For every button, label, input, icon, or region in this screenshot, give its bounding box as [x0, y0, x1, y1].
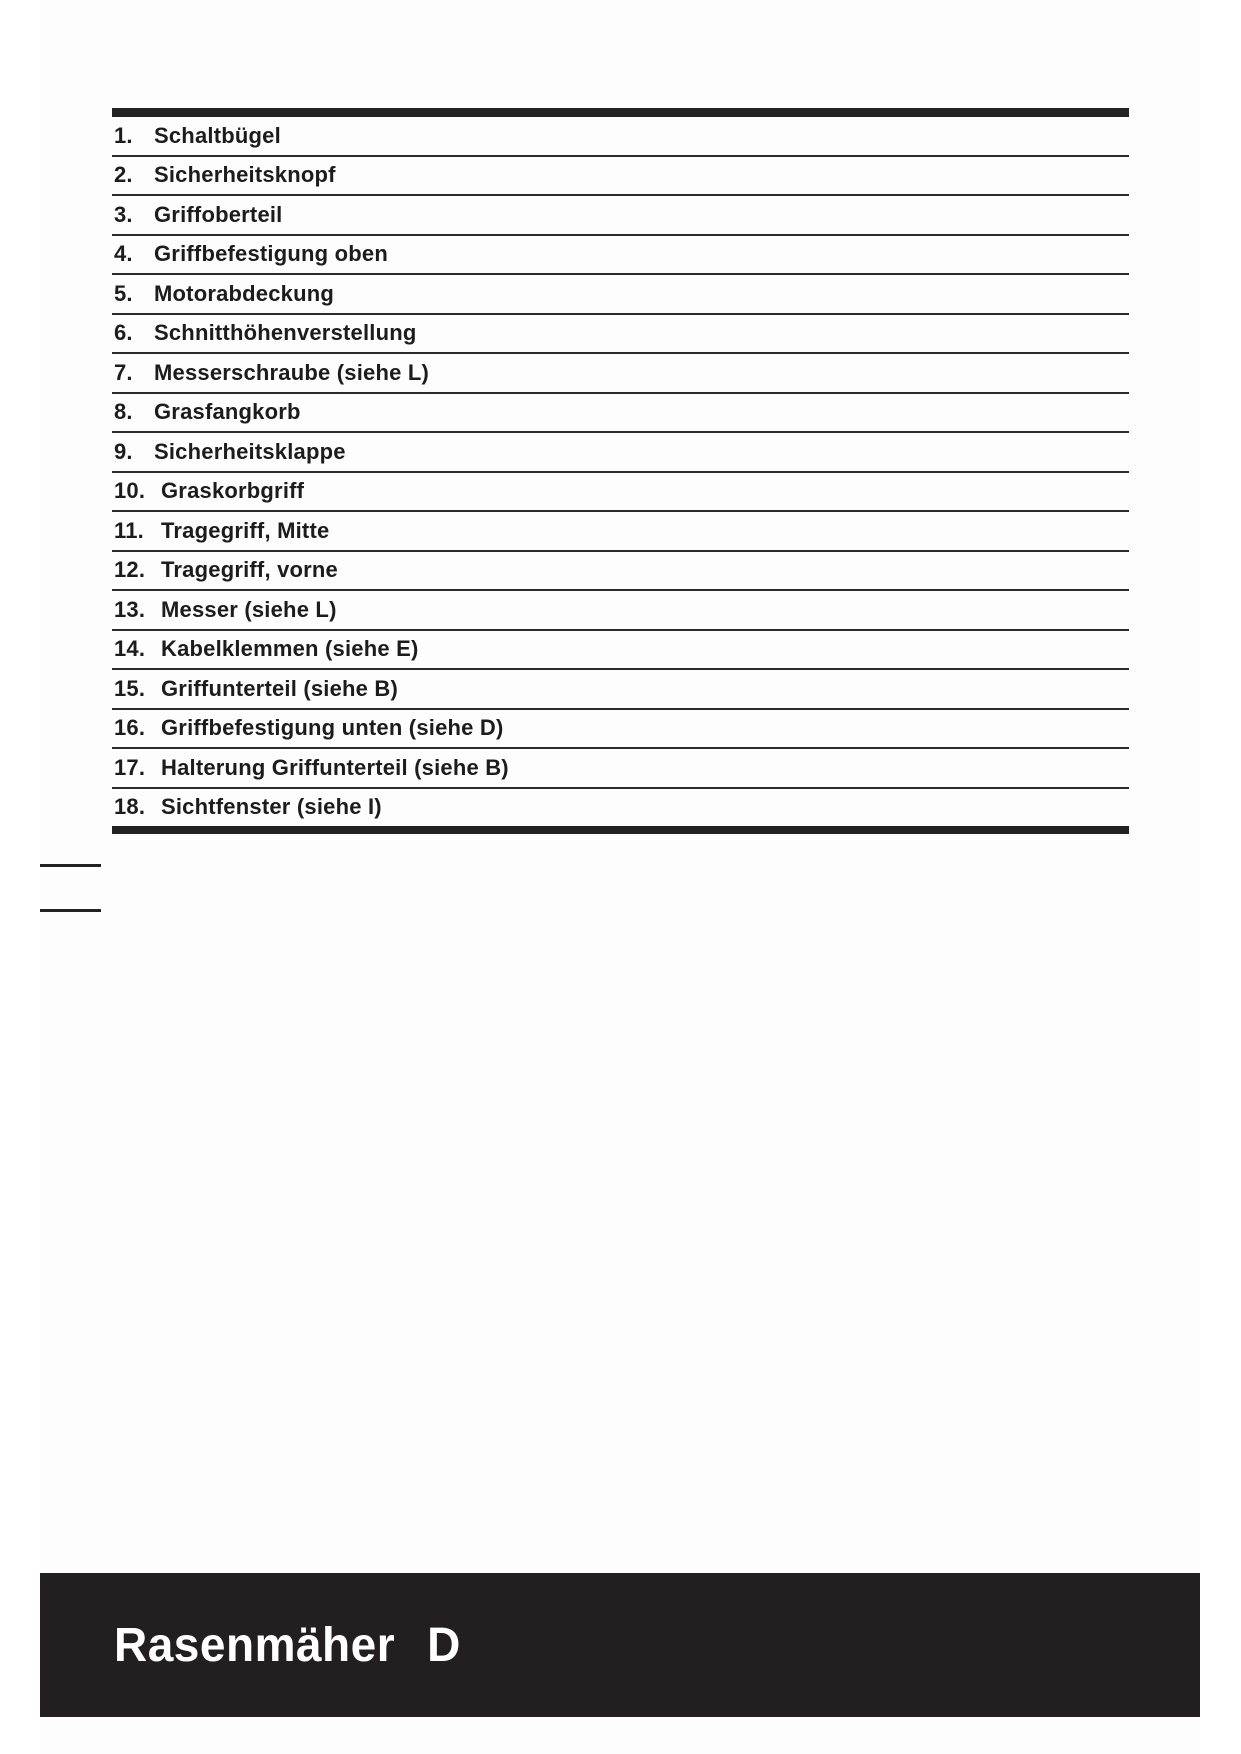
item-label: Griffoberteil	[154, 201, 283, 227]
parts-list-item-6	[112, 315, 1129, 355]
item-number: 18.	[114, 794, 146, 820]
parts-list-item-7	[112, 354, 1129, 394]
item-number: 2.	[114, 162, 133, 188]
item-label: Grasfangkorb	[154, 399, 301, 425]
item-number: 6.	[114, 320, 133, 346]
item-label: Sicherheitsklappe	[154, 438, 346, 464]
item-number: 9.	[114, 438, 133, 464]
item-label: Graskorbgriff	[161, 478, 305, 504]
parts-list-item-15	[112, 670, 1129, 710]
parts-list-item-10	[112, 473, 1129, 513]
parts-list-item-4	[112, 236, 1129, 276]
product-name: Rasenmäher	[114, 1616, 396, 1672]
parts-list-item-14	[112, 631, 1129, 671]
item-number: 13.	[114, 596, 146, 622]
item-number: 4.	[114, 241, 133, 267]
item-number: 17.	[114, 754, 146, 780]
parts-list-item-1	[112, 117, 1129, 157]
item-label: Motorabdeckung	[154, 280, 335, 306]
parts-list-item-3	[112, 196, 1129, 236]
item-number: 12.	[114, 557, 146, 583]
parts-list-item-16	[112, 710, 1129, 750]
item-label: Schaltbügel	[154, 122, 281, 148]
item-label: Sichtfenster (siehe I)	[161, 794, 382, 820]
item-number: 7.	[114, 359, 133, 385]
language-code: D	[427, 1616, 461, 1672]
item-label: Griffunterteil (siehe B)	[161, 675, 399, 701]
parts-list-item-12	[112, 552, 1129, 592]
footer-title	[114, 1616, 461, 1673]
item-label: Kabelklemmen (siehe E)	[161, 636, 419, 662]
parts-list-item-11	[112, 512, 1129, 552]
item-number: 15.	[114, 675, 146, 701]
parts-list-item-5	[112, 275, 1129, 315]
item-number: 5.	[114, 280, 133, 306]
item-label: Griffbefestigung unten (siehe D)	[161, 715, 504, 741]
item-label: Sicherheitsknopf	[154, 162, 336, 188]
item-label: Tragegriff, vorne	[161, 557, 338, 583]
fold-mark-lower	[40, 909, 101, 912]
item-number: 10.	[114, 478, 146, 504]
item-label: Tragegriff, Mitte	[161, 517, 330, 543]
item-number: 11.	[114, 517, 144, 543]
item-number: 8.	[114, 399, 133, 425]
parts-list-item-2	[112, 157, 1129, 197]
parts-list-item-13	[112, 591, 1129, 631]
item-number: 16.	[114, 715, 146, 741]
parts-list	[112, 108, 1129, 834]
item-label: Griffbefestigung oben	[154, 241, 388, 267]
fold-mark-upper	[40, 864, 101, 867]
parts-list-item-8	[112, 394, 1129, 434]
item-number: 1.	[114, 122, 133, 148]
item-label: Schnitthöhenverstellung	[154, 320, 417, 346]
item-label: Messerschraube (siehe L)	[154, 359, 430, 385]
item-label: Messer (siehe L)	[161, 596, 337, 622]
footer-band	[40, 1573, 1200, 1717]
parts-list-item-17	[112, 749, 1129, 789]
item-number: 14.	[114, 636, 146, 662]
item-number: 3.	[114, 201, 133, 227]
item-label: Halterung Griffunterteil (siehe B)	[161, 754, 509, 780]
parts-list-item-18	[112, 789, 1129, 827]
parts-list-item-9	[112, 433, 1129, 473]
